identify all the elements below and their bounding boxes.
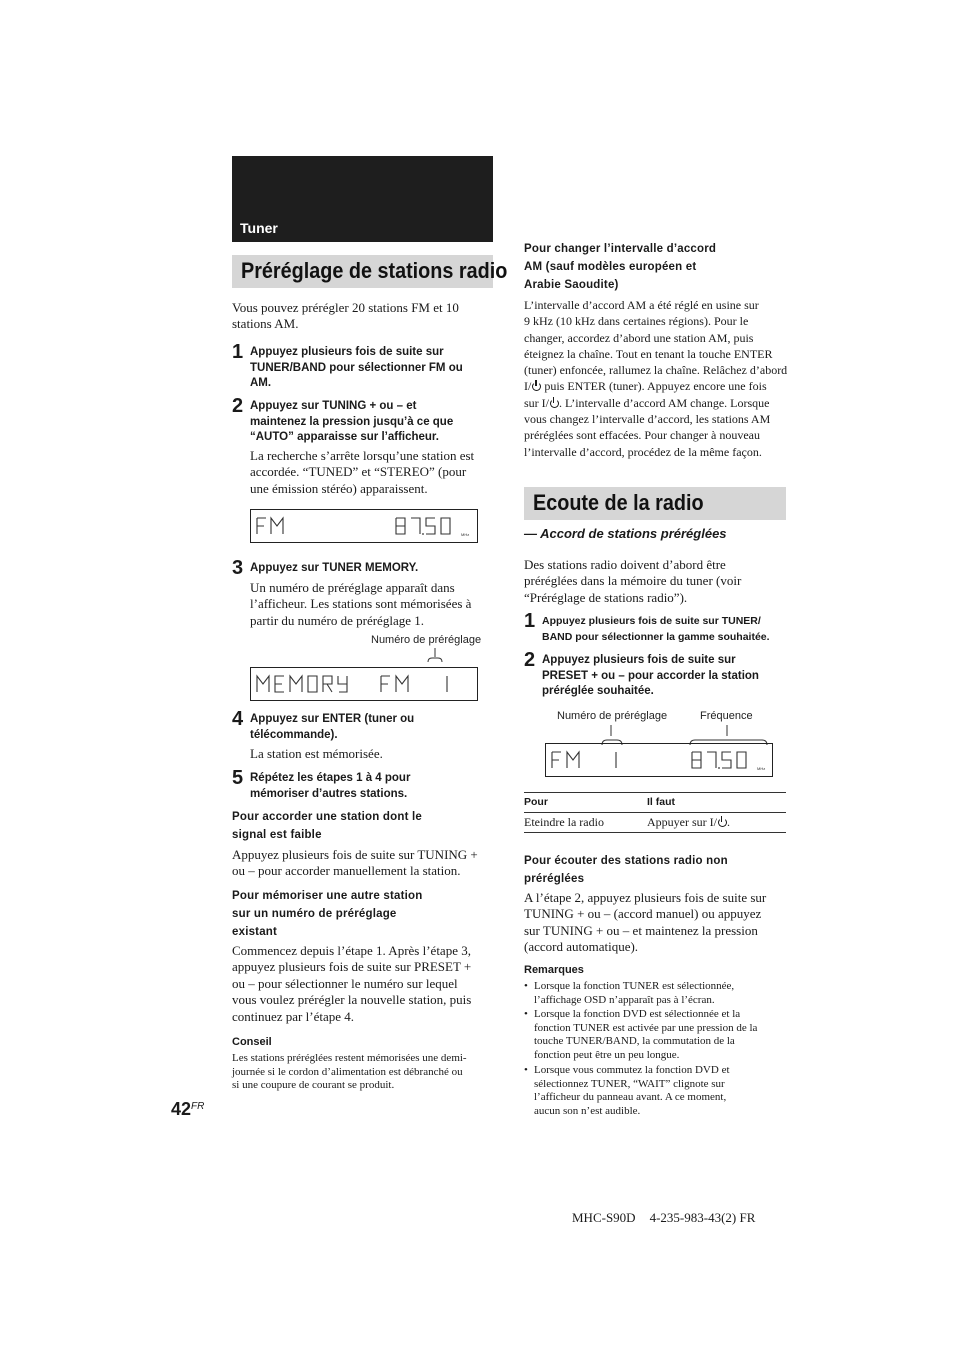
text-line: une émission stéréo) apparaissent. — [250, 480, 428, 496]
power-icon — [718, 818, 727, 827]
bullet-icon: • — [524, 980, 528, 992]
section-header — [232, 156, 493, 242]
text-line: mémoriser d’autres stations. — [250, 787, 408, 800]
page-language: FR — [191, 1101, 205, 1112]
text-line: Appuyez sur TUNER MEMORY. — [250, 562, 419, 574]
am-interval-body — [524, 297, 788, 460]
subheading-replace-preset — [232, 888, 494, 941]
step-number: 5 — [232, 767, 244, 789]
text-line: Lorsque vous commutez la fonction DVD et — [534, 1064, 730, 1076]
text-line: Lorsque la fonction TUNER est sélectionnée, — [534, 980, 735, 992]
step-instruction — [250, 771, 500, 802]
text-line: Commencez depuis l’étape 1. Après l’étape 3, — [232, 943, 471, 958]
text-line: AM (sauf modèles européen et — [524, 260, 697, 273]
frequency-unit: MHz — [757, 766, 766, 771]
text-line: signal est faible — [232, 828, 322, 841]
text-line: journée si le cordon d’alimentation est débranché ou — [232, 1065, 463, 1078]
text-line: partir du numéro de préréglage 1. — [250, 612, 424, 628]
text-line: PRESET + ou – pour accorder la station — [542, 669, 759, 682]
text-line: Appuyez plusieurs fois de suite sur TUNING + — [232, 847, 478, 862]
section-label: Tuner — [240, 220, 278, 236]
step-3-body — [250, 580, 494, 629]
text-line: sur un numéro de préréglage — [232, 907, 397, 920]
text-line: TUNING + ou – (accord manuel) ou appuyez — [524, 906, 762, 922]
text-line: l’intervalle d’accord, procédez de la même façon. — [524, 444, 762, 459]
footer-model-code — [572, 1210, 755, 1226]
text-line: “AUTO” apparaisse sur l’afficheur. — [250, 431, 439, 443]
text-line: (accord automatique). — [524, 939, 639, 955]
subheading-weak-signal — [232, 809, 494, 845]
text-line: A l’étape 2, appuyez plusieurs fois de suite sur — [524, 890, 767, 905]
tip-title: Conseil — [232, 1036, 272, 1048]
section-title: Ecoute de la radio — [533, 490, 704, 515]
text-line: L’intervalle d’accord AM a été réglé en usine sur — [524, 298, 759, 312]
text-fragment: sur I/ — [524, 395, 549, 410]
action-table — [524, 792, 786, 833]
step-instruction — [250, 399, 500, 446]
table-cell — [647, 815, 730, 830]
column-header: Il faut — [647, 796, 675, 808]
step-instruction — [250, 345, 500, 392]
text-line: l’afficheur. Les stations sont mémorisées à — [250, 596, 472, 612]
text-line: AM. — [250, 377, 272, 389]
text-line: si une coupure de courant se produit. — [232, 1079, 395, 1092]
text-line: BAND pour sélectionner la gamme souhaitée. — [542, 630, 770, 643]
section-title: Préréglage de stations radio — [241, 258, 508, 283]
text-line: Lorsque la fonction DVD est sélectionnée et la — [534, 1008, 741, 1020]
text-line: appuyez plusieurs fois de suite sur PRESET + — [232, 959, 472, 975]
text-line: Des stations radio doivent d’abord être — [524, 557, 726, 572]
intro-paragraph — [232, 300, 494, 333]
weak-signal-body — [232, 847, 494, 880]
subheading-non-preset — [524, 853, 786, 889]
lcd-segment-graphic — [546, 744, 772, 776]
text-line: “Préréglage de stations radio”). — [524, 589, 688, 605]
text-line: Appuyez plusieurs fois de suite sur — [250, 346, 444, 358]
subheading-am-interval — [524, 241, 786, 294]
note-text — [534, 1008, 757, 1062]
text-line: sélectionnez TUNER, “WAIT” clignote sur — [534, 1077, 725, 1090]
text-line: La station est mémorisée. — [250, 746, 383, 761]
power-icon — [550, 399, 559, 408]
frequency-unit: MHz — [461, 532, 470, 537]
non-preset-body — [524, 890, 786, 956]
step-instruction — [250, 712, 500, 743]
document-code: 4-235-983-43(2) FR — [649, 1210, 756, 1225]
text-line: ou – pour accorder manuellement la station. — [232, 863, 461, 879]
text-line: vous voulez prérégler la nouvelle station, puis — [232, 992, 472, 1008]
section-title-bar — [524, 487, 786, 520]
text-line: télécommande). — [250, 728, 338, 741]
note-text — [534, 980, 734, 1007]
listening-intro — [524, 557, 786, 606]
step-number: 1 — [232, 341, 244, 363]
text-line: sur TUNING + ou – et maintenez la pression — [524, 922, 758, 938]
notes-title: Remarques — [524, 964, 584, 976]
text-line: Pour écouter des stations radio non — [524, 855, 728, 867]
text-line: accordée. “TUNED” et “STEREO” (pour — [250, 464, 467, 480]
step-number: 2 — [524, 649, 536, 671]
step-number: 2 — [232, 395, 244, 417]
step-instruction — [542, 653, 792, 700]
text-line: préréglée souhaitée. — [542, 685, 654, 697]
text-fragment: . — [726, 815, 730, 829]
text-line: aucun son n’est audible. — [534, 1104, 641, 1117]
text-line: Vous pouvez prérégler 20 stations FM et 10 — [232, 300, 459, 315]
text-line: (tuner) enfoncée, rallumez la chaîne. Relâchez d’abord — [524, 363, 788, 378]
step-number: 3 — [232, 557, 244, 579]
text-line: préréglées sont effacées. Pour changer à nouveau — [524, 428, 761, 443]
column-header: Pour — [524, 796, 548, 808]
text-line: Pour changer l’intervalle d’accord — [524, 243, 717, 255]
text-line: 9 kHz (10 kHz dans certaines régions). Pour le — [524, 314, 749, 329]
table-row — [524, 813, 786, 832]
power-icon — [532, 382, 541, 391]
text-line: Appuyez plusieurs fois de suite sur — [542, 654, 736, 666]
text-fragment: Appuyer sur I/ — [647, 815, 717, 829]
text-line: fonction TUNER est activée par une pression de la — [534, 1021, 758, 1034]
lcd-display-preset-frequency — [545, 743, 773, 777]
text-line: changer, accordez d’abord une station AM, puis — [524, 330, 754, 345]
text-line: vous changez l’intervalle d’accord, les stations AM — [524, 412, 771, 427]
text-line: continuez par l’étape 4. — [232, 1008, 354, 1024]
replace-preset-body — [232, 943, 494, 1025]
step-number: 1 — [524, 610, 536, 632]
section-title-bar — [232, 255, 508, 288]
text-line: Pour accorder une station dont le — [232, 811, 422, 823]
lcd-display-memory — [250, 667, 478, 701]
text-line: préréglées dans la mémoire du tuner (voir — [524, 573, 742, 589]
step-2-body — [250, 448, 494, 497]
step-4-body — [250, 746, 494, 762]
text-line: préréglées — [524, 872, 585, 885]
callout-preset-number: Numéro de préréglage — [557, 710, 668, 722]
callout-preset-number: Numéro de préréglage — [371, 634, 482, 646]
callout-frequency: Fréquence — [700, 710, 753, 722]
text-line — [524, 395, 788, 411]
text-line: Appuyez plusieurs fois de suite sur TUNER/ — [542, 615, 761, 627]
text-line: stations AM. — [232, 316, 299, 332]
text-line: maintenez la pression jusqu’à ce que — [250, 415, 454, 428]
text-line: Les stations préréglées restent mémorisées une demi- — [232, 1052, 467, 1064]
lcd-segment-graphic — [251, 510, 477, 542]
text-line: l’affichage OSD n’apparaît pas à l’écran. — [534, 993, 715, 1006]
lcd-display-fm-frequency — [250, 509, 478, 543]
text-line: Arabie Saoudite) — [524, 278, 619, 291]
text-fragment: I/ — [524, 379, 532, 394]
note-text — [534, 1064, 730, 1118]
step-number: 4 — [232, 708, 244, 730]
bullet-icon: • — [524, 1008, 528, 1020]
page-number — [171, 1099, 204, 1120]
text-line: TUNER/BAND pour sélectionner FM ou — [250, 361, 463, 374]
text-line: l’afficheur du panneau avant. A ce moment, — [534, 1091, 727, 1104]
text-line: ou – pour sélectionner le numéro sur lequel — [232, 975, 458, 991]
text-line: Un numéro de préréglage apparaît dans — [250, 580, 455, 595]
table-cell: Eteindre la radio — [524, 815, 604, 829]
text-line — [524, 378, 788, 394]
text-line: touche TUNER/BAND, la commutation de la — [534, 1035, 735, 1048]
text-fragment: . L’intervalle d’accord AM change. Lorsque — [559, 395, 770, 410]
text-line: éteignez la chaîne. Tout en tenant la touche ENTER — [524, 346, 773, 361]
text-line: Appuyez sur TUNING + ou – et — [250, 400, 417, 412]
step-instruction — [250, 561, 500, 577]
step-instruction — [542, 614, 802, 645]
text-fragment: puis ENTER (tuner). Appuyez encore une fois — [541, 379, 767, 394]
model-number: MHC-S90D — [572, 1210, 636, 1225]
bullet-icon: • — [524, 1064, 528, 1076]
section-subtitle: — Accord de stations préréglées — [524, 526, 727, 541]
text-line: existant — [232, 925, 278, 938]
lcd-segment-graphic — [251, 668, 477, 700]
page-number-value: 42 — [171, 1099, 192, 1119]
text-line: Appuyez sur ENTER (tuner ou — [250, 713, 415, 725]
text-line: La recherche s’arrête lorsqu’une station est — [250, 448, 475, 463]
text-line: Répétez les étapes 1 à 4 pour — [250, 772, 411, 784]
table-header-row — [524, 793, 786, 813]
tip-body — [232, 1052, 494, 1093]
text-line: Pour mémoriser une autre station — [232, 890, 423, 902]
text-line: fonction peut être un peu longue. — [534, 1048, 680, 1061]
